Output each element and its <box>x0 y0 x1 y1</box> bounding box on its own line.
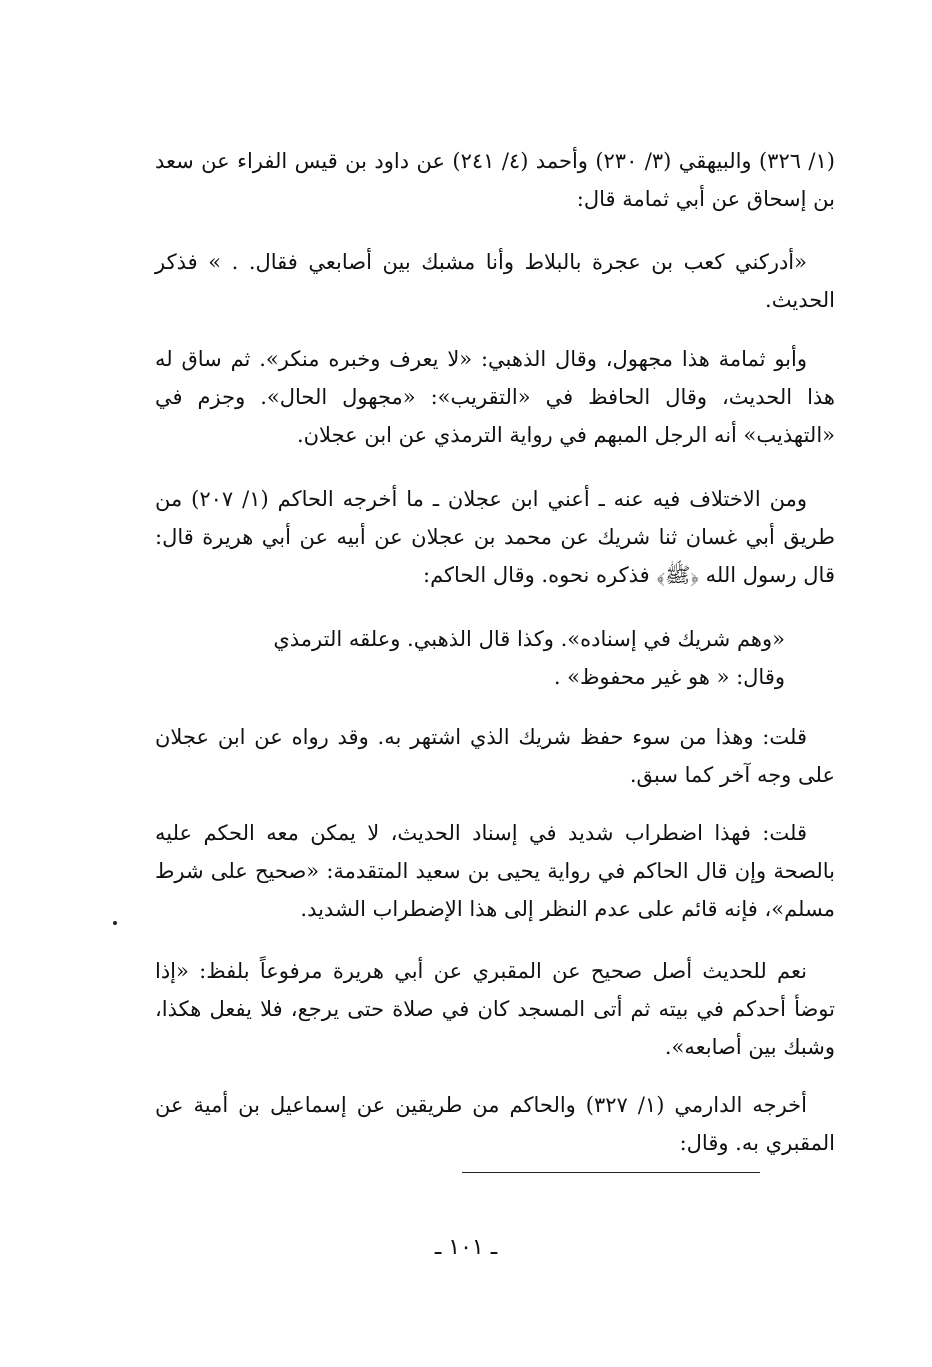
page-number: ـ ١٠١ ـ <box>434 1235 498 1260</box>
footnote-divider <box>462 1172 760 1173</box>
margin-dot <box>113 921 117 925</box>
paragraph-3: وأبو ثمامة هذا مجهول، وقال الذهبي: «لا يعرف وخبره منكر». ثم ساق له هذا الحديث، وقال الحافظ في «التقريب»: «مجهول الحال». وجزم في «التهذيب» أنه الرجل المبهم في رواية الترمذي عن ابن عجلان. <box>155 347 835 447</box>
paragraph-8: أخرجه الدارمي (١/ ٣٢٧) والحاكم من طريقين عن إسماعيل بن أمية عن المقبري به. وقال: <box>155 1093 835 1155</box>
paragraph-4: ومن الاختلاف فيه عنه ـ أعني ابن عجلان ـ ما أخرجه الحاكم (١/ ٢٠٧) من طريق أبي غسان ثنا شريك عن محمد بن عجلان عن أبيه عن أبي هريرة قال: قال رسول الله ﴿ﷺ﴾ فذكره نحوه. وقال الحاكم: <box>155 487 835 587</box>
paragraph-7: نعم للحديث أصل صحيح عن المقبري عن أبي هريرة مرفوعاً بلفظ: «إذا توضأ أحدكم في بيته ثم أتى المسجد كان في صلاة حتى يرجع، فلا يفعل هكذا، وشبك بين أصابعه». <box>155 959 835 1059</box>
paragraph-5: قلت: وهذا من سوء حفظ شريك الذي اشتهر به. وقد رواه عن ابن عجلان على وجه آخر كما سبق. <box>155 725 835 787</box>
paragraph-6: قلت: فهذا اضطراب شديد في إسناد الحديث، لا يمكن معه الحكم عليه بالصحة وإن قال الحاكم في رواية يحيى بن سعيد المتقدمة: «صحيح على شرط مسلم»، فإنه قائم على عدم النظر إلى هذا الإضطراب الشديد. <box>155 821 835 921</box>
quoted-block: «وهم شريك في إسناده». وكذا قال الذهبي. وعلقه الترمذي وقال: « هو غير محفوظ» . <box>273 627 785 689</box>
paragraph-2: «أدركني كعب بن عجرة بالبلاط وأنا مشبك بين أصابعي فقال. . » فذكر الحديث. <box>155 250 835 312</box>
paragraph-1: (١/ ٣٢٦) والبيهقي (٣/ ٢٣٠) وأحمد (٤/ ٢٤١) عن داود بن قيس الفراء عن سعد بن إسحاق عن أبي ثمامة قال: <box>155 149 835 211</box>
